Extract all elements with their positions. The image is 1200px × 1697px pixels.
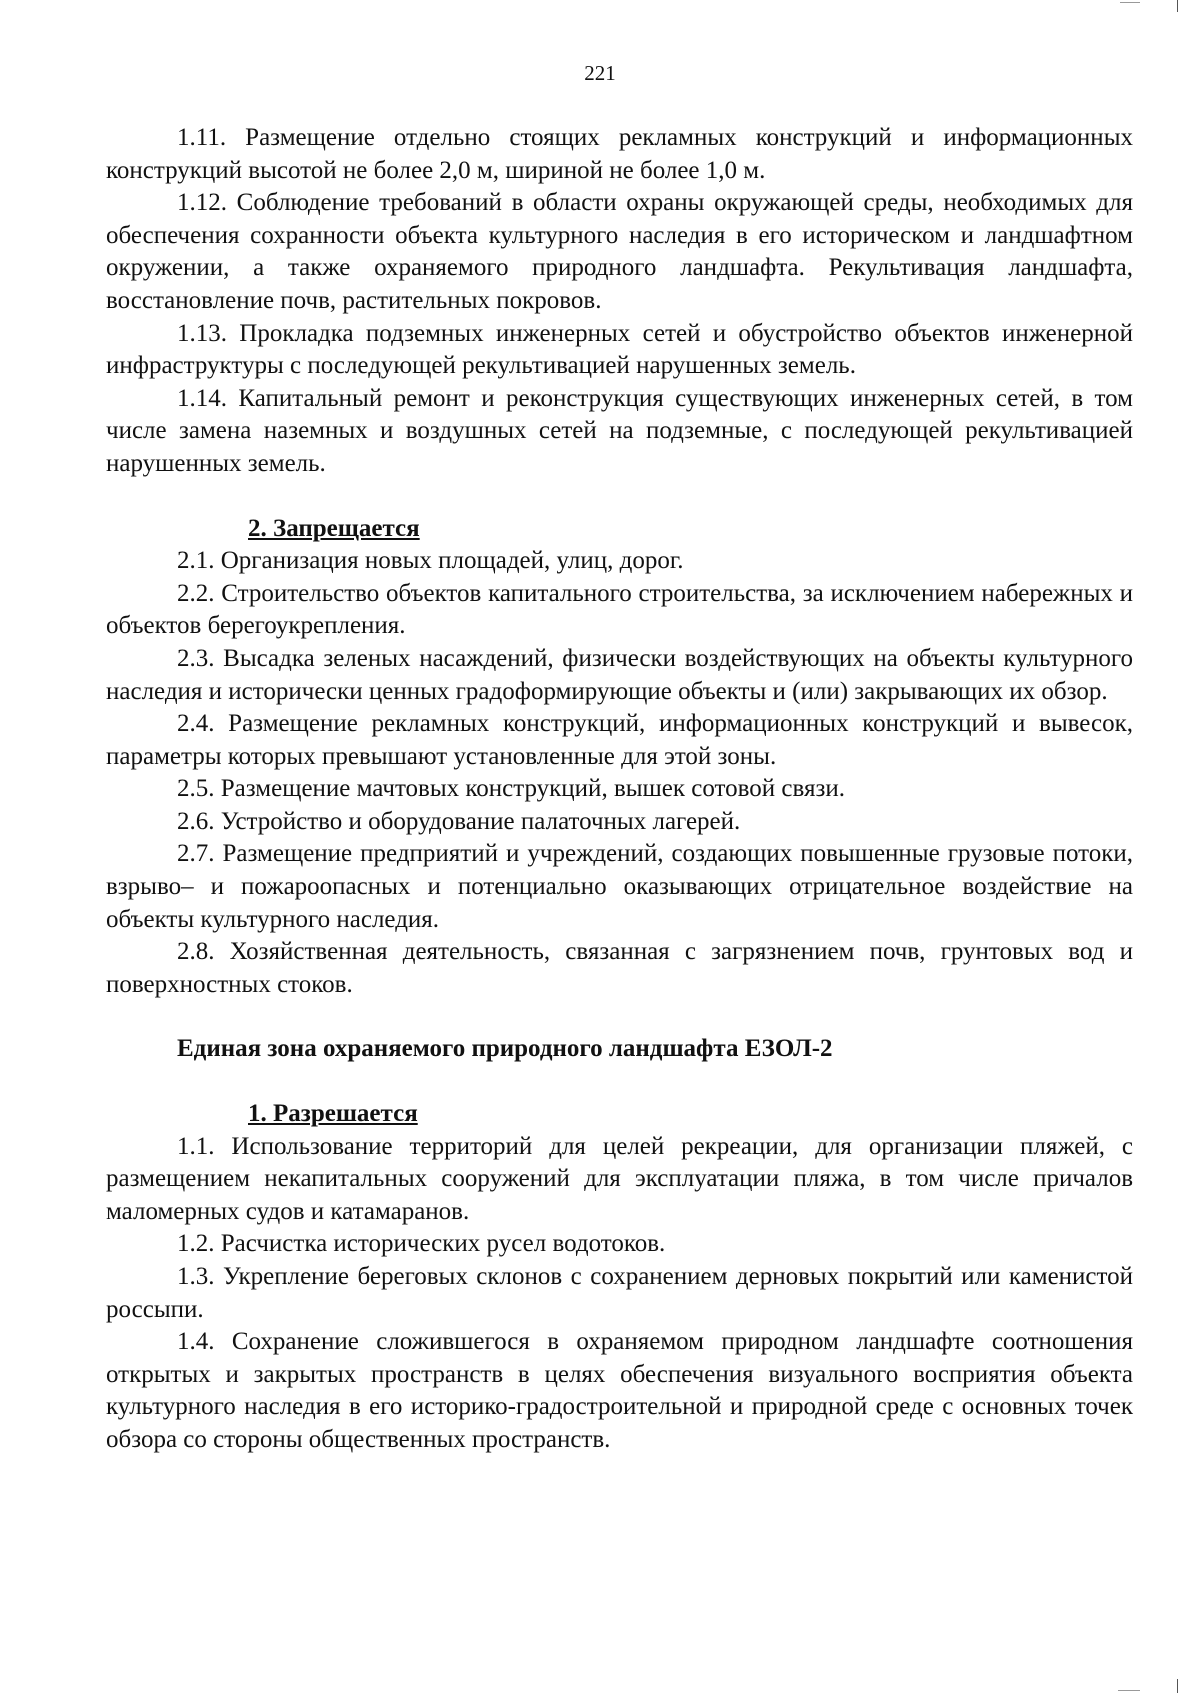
scan-mark-bottom-line — [1177, 1679, 1178, 1693]
clause-1-11: 1.11. Размещение отдельно стоящих рекламных конструкций и информационных конструкций высотой не более 2,0 м, шириной не более 1,0 м. — [106, 124, 1133, 184]
page-number: 221 — [584, 61, 616, 85]
clause-ezol2-1-4: 1.4. Сохранение сложившегося в охраняемом природном ландшафте соотношения открытых и закрытых пространств в целях обеспечения визуального восприятия объекта культурного наследия в его историко-градостроительной и природной среде с основных точек обзора со стороны общественных пространств. — [106, 1328, 1133, 1453]
section-heading-allowed: 1. Разрешается — [248, 1100, 418, 1128]
clause-ezol2-1-3: 1.3. Укрепление береговых склонов с сохранением дерновых покрытий или каменистой россыпи. — [106, 1263, 1133, 1323]
clause-2-1: 2.1. Организация новых площадей, улиц, дорог. — [177, 547, 684, 575]
clause-ezol2-1-1: 1.1. Использование территорий для целей рекреации, для организации пляжей, с размещением некапитальных сооружений для эксплуатации пляжа, в том числе причалов маломерных судов и катамаранов. — [106, 1132, 1133, 1225]
clause-2-6: 2.6. Устройство и оборудование палаточных лагерей. — [177, 807, 741, 835]
clause-ezol2-1-2: 1.2. Расчистка исторических русел водотоков. — [177, 1230, 666, 1258]
scan-mark-top — [1120, 2, 1140, 3]
clause-2-4: 2.4. Размещение рекламных конструкций, информационных конструкций и вывесок, параметры которых превышают установленные для этой зоны. — [106, 710, 1133, 770]
zone-title: Единая зона охраняемого природного ландшафта ЕЗОЛ-2 — [177, 1035, 833, 1063]
spacer — [106, 1001, 1133, 1033]
clause-2-5: 2.5. Размещение мачтовых конструкций, вышек сотовой связи. — [177, 775, 845, 803]
spacer — [106, 1066, 1133, 1098]
clause-2-7: 2.7. Размещение предприятий и учреждений, создающих повышенные грузовые потоки, взрыво– и пожароопасных и потенциально оказывающих отрицательное воздействие на объекты культурного наследия. — [106, 840, 1133, 933]
scan-mark-bottom — [1118, 1690, 1140, 1691]
spacer — [106, 481, 1133, 513]
clause-2-3: 2.3. Высадка зеленых насаждений, физически воздействующих на объекты культурного наследия и исторически ценных градоформирующие объекты и (или) закрывающих их обзор. — [106, 644, 1133, 705]
clause-1-13: 1.13. Прокладка подземных инженерных сетей и обустройство объектов инженерной инфраструктуры с последующей рекультивацией нарушенных земель. — [106, 319, 1133, 380]
section-heading-prohibited: 2. Запрещается — [248, 514, 420, 542]
clause-1-14: 1.14. Капитальный ремонт и реконструкция существующих инженерных сетей, в том числе замена наземных и воздушных сетей на подземные, с последующей рекультивацией нарушенных земель. — [106, 384, 1133, 477]
document-body — [106, 122, 1133, 1457]
clause-2-2: 2.2. Строительство объектов капитального строительства, за исключением набережных и объектов берегоукрепления. — [106, 579, 1133, 640]
clause-2-8: 2.8. Хозяйственная деятельность, связанная с загрязнением почв, грунтовых вод и поверхностных стоков. — [106, 938, 1133, 998]
clause-1-12: 1.12. Соблюдение требований в области охраны окружающей среды, необходимых для обеспечения сохранности объекта культурного наследия в его историческом и ландшафтном окружении, а также охраняемого природного ландшафта. Рекультивация ландшафта, восстановление почв, растительных покровов. — [106, 189, 1133, 314]
scan-mark-top-line — [1177, 0, 1178, 12]
